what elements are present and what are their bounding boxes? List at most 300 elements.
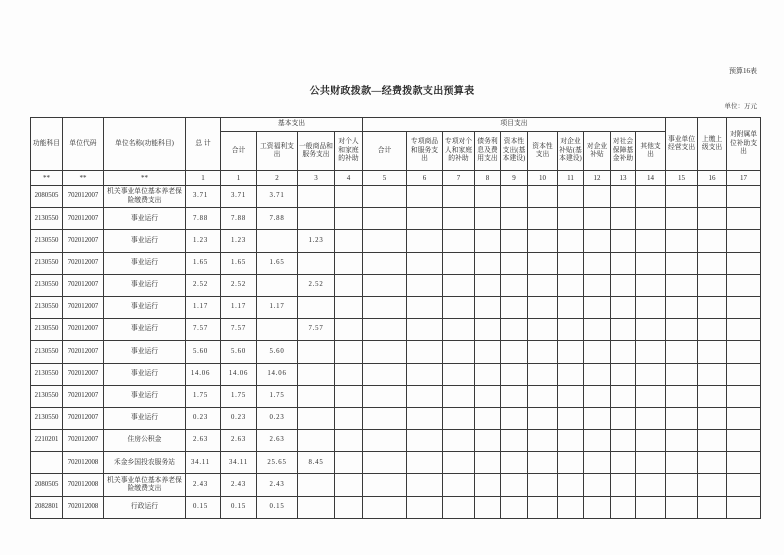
- enterprise-subsidy-cell: [584, 385, 611, 407]
- institution-operating-cell: [666, 474, 698, 496]
- enterprise-subsidy-construction-cell: [558, 407, 584, 429]
- special-goods-services-cell: [407, 474, 443, 496]
- basic-subtotal-cell: 2.43: [221, 474, 257, 496]
- func-subject-cell: 2130550: [31, 208, 63, 230]
- column-code: 17: [727, 171, 761, 186]
- social-security-fund-cell: [611, 296, 636, 318]
- func-subject-cell: 2210201: [31, 430, 63, 452]
- remit-superior-cell: [698, 430, 727, 452]
- column-code: 11: [558, 171, 584, 186]
- func-subject-cell: 2080505: [31, 474, 63, 496]
- salary-welfare-cell: [257, 230, 298, 252]
- enterprise-subsidy-cell: [584, 430, 611, 452]
- column-code: 5: [363, 171, 407, 186]
- social-security-fund-cell: [611, 430, 636, 452]
- remit-superior-cell: [698, 319, 727, 341]
- special-household-subsidy-cell: [443, 208, 475, 230]
- capital-expenditure-cell: [528, 319, 558, 341]
- other-expenditure-cell: [636, 385, 666, 407]
- func-subject-cell: 2130550: [31, 385, 63, 407]
- unit-name-cell: 事业运行: [104, 407, 186, 429]
- goods-services-cell: 2.52: [298, 274, 335, 296]
- basic-subtotal-cell: 1.65: [221, 252, 257, 274]
- unit-code-cell: 702012007: [63, 252, 104, 274]
- special-household-subsidy-cell: [443, 341, 475, 363]
- unit-name-cell: 事业运行: [104, 319, 186, 341]
- special-goods-services-cell: [407, 186, 443, 208]
- total-cell: 5.60: [186, 341, 221, 363]
- header-remit-superior: 上缴上级支出: [698, 118, 727, 171]
- column-code: 16: [698, 171, 727, 186]
- other-expenditure-cell: [636, 341, 666, 363]
- household-subsidy-cell: [335, 407, 363, 429]
- enterprise-subsidy-construction-cell: [558, 496, 584, 518]
- other-expenditure-cell: [636, 363, 666, 385]
- other-expenditure-cell: [636, 319, 666, 341]
- total-cell: 1.65: [186, 252, 221, 274]
- basic-subtotal-cell: 1.17: [221, 296, 257, 318]
- unit-code-cell: 702012007: [63, 208, 104, 230]
- column-code: 8: [475, 171, 501, 186]
- enterprise-subsidy-construction-cell: [558, 452, 584, 474]
- social-security-fund-cell: [611, 186, 636, 208]
- unit-name-cell: 事业运行: [104, 208, 186, 230]
- remit-superior-cell: [698, 363, 727, 385]
- salary-welfare-cell: 25.65: [257, 452, 298, 474]
- salary-welfare-cell: 0.23: [257, 407, 298, 429]
- remit-superior-cell: [698, 474, 727, 496]
- project-subtotal-cell: [363, 430, 407, 452]
- column-code: 6: [407, 171, 443, 186]
- salary-welfare-cell: 7.88: [257, 208, 298, 230]
- total-cell: 3.71: [186, 186, 221, 208]
- column-code: 1: [186, 171, 221, 186]
- basic-subtotal-cell: 0.15: [221, 496, 257, 518]
- project-subtotal-cell: [363, 186, 407, 208]
- capital-expenditure-cell: [528, 474, 558, 496]
- special-goods-services-cell: [407, 452, 443, 474]
- header-row-codes: [31, 171, 761, 186]
- project-subtotal-cell: [363, 385, 407, 407]
- goods-services-cell: [298, 496, 335, 518]
- household-subsidy-cell: [335, 319, 363, 341]
- special-goods-services-cell: [407, 319, 443, 341]
- total-cell: 1.23: [186, 230, 221, 252]
- column-code: 3: [298, 171, 335, 186]
- unit-name-cell: 事业运行: [104, 296, 186, 318]
- goods-services-cell: [298, 186, 335, 208]
- project-subtotal-cell: [363, 274, 407, 296]
- special-goods-services-cell: [407, 252, 443, 274]
- func-subject-cell: 2130550: [31, 319, 63, 341]
- capital-expenditure-cell: [528, 496, 558, 518]
- header-debt-interest: 债务利息及费用支出: [475, 132, 501, 171]
- household-subsidy-cell: [335, 186, 363, 208]
- household-subsidy-cell: [335, 430, 363, 452]
- enterprise-subsidy-construction-cell: [558, 474, 584, 496]
- func-subject-cell: 2080505: [31, 186, 63, 208]
- capital-expenditure-cell: [528, 208, 558, 230]
- header-enterprise-subsidy: 对企业补贴: [584, 132, 611, 171]
- affiliate-subsidy-cell: [727, 363, 761, 385]
- household-subsidy-cell: [335, 363, 363, 385]
- special-household-subsidy-cell: [443, 407, 475, 429]
- enterprise-subsidy-construction-cell: [558, 319, 584, 341]
- social-security-fund-cell: [611, 274, 636, 296]
- capital-expenditure-cell: [528, 186, 558, 208]
- institution-operating-cell: [666, 452, 698, 474]
- header-institution-operating: 事业单位经营支出: [666, 118, 698, 171]
- unit-label: 单位：万元: [724, 103, 757, 110]
- header-social-security-fund: 对社会保障基金补助: [611, 132, 636, 171]
- unit-name-cell: 事业运行: [104, 385, 186, 407]
- capital-construction-cell: [501, 474, 528, 496]
- other-expenditure-cell: [636, 430, 666, 452]
- special-goods-services-cell: [407, 430, 443, 452]
- enterprise-subsidy-cell: [584, 186, 611, 208]
- institution-operating-cell: [666, 363, 698, 385]
- goods-services-cell: 1.23: [298, 230, 335, 252]
- enterprise-subsidy-cell: [584, 363, 611, 385]
- enterprise-subsidy-cell: [584, 474, 611, 496]
- social-security-fund-cell: [611, 385, 636, 407]
- debt-interest-cell: [475, 452, 501, 474]
- header-enterprise-subsidy-construction: 对企业补贴(基本建设): [558, 132, 584, 171]
- other-expenditure-cell: [636, 230, 666, 252]
- table-row: [31, 430, 761, 452]
- debt-interest-cell: [475, 274, 501, 296]
- enterprise-subsidy-construction-cell: [558, 252, 584, 274]
- salary-welfare-cell: 0.15: [257, 496, 298, 518]
- total-cell: 2.52: [186, 274, 221, 296]
- debt-interest-cell: [475, 230, 501, 252]
- social-security-fund-cell: [611, 496, 636, 518]
- func-subject-cell: 2130550: [31, 363, 63, 385]
- header-household-subsidy: 对个人和家庭的补助: [335, 132, 363, 171]
- capital-construction-cell: [501, 452, 528, 474]
- special-goods-services-cell: [407, 230, 443, 252]
- remit-superior-cell: [698, 186, 727, 208]
- other-expenditure-cell: [636, 208, 666, 230]
- column-code: 1: [221, 171, 257, 186]
- capital-expenditure-cell: [528, 274, 558, 296]
- enterprise-subsidy-cell: [584, 296, 611, 318]
- form-code: 预算16表: [729, 67, 757, 75]
- capital-expenditure-cell: [528, 341, 558, 363]
- other-expenditure-cell: [636, 252, 666, 274]
- enterprise-subsidy-cell: [584, 230, 611, 252]
- other-expenditure-cell: [636, 474, 666, 496]
- remit-superior-cell: [698, 407, 727, 429]
- special-goods-services-cell: [407, 385, 443, 407]
- table-row: [31, 452, 761, 474]
- institution-operating-cell: [666, 296, 698, 318]
- column-code: 7: [443, 171, 475, 186]
- column-code: 9: [501, 171, 528, 186]
- project-subtotal-cell: [363, 474, 407, 496]
- household-subsidy-cell: [335, 230, 363, 252]
- capital-construction-cell: [501, 230, 528, 252]
- unit-name-cell: 机关事业单位基本养老保险缴费支出: [104, 186, 186, 208]
- special-household-subsidy-cell: [443, 363, 475, 385]
- debt-interest-cell: [475, 385, 501, 407]
- table-row: [31, 385, 761, 407]
- column-code: 10: [528, 171, 558, 186]
- capital-construction-cell: [501, 186, 528, 208]
- table-header: [31, 118, 761, 186]
- unit-code-cell: 702012007: [63, 296, 104, 318]
- total-cell: 1.75: [186, 385, 221, 407]
- column-code: 13: [611, 171, 636, 186]
- table-row: [31, 296, 761, 318]
- total-cell: 14.06: [186, 363, 221, 385]
- special-household-subsidy-cell: [443, 186, 475, 208]
- total-cell: 2.63: [186, 430, 221, 452]
- basic-subtotal-cell: 14.06: [221, 363, 257, 385]
- unit-code-cell: 702012007: [63, 430, 104, 452]
- header-row-groups: [31, 118, 761, 132]
- unit-code-cell: 702012007: [63, 341, 104, 363]
- institution-operating-cell: [666, 385, 698, 407]
- remit-superior-cell: [698, 496, 727, 518]
- capital-construction-cell: [501, 274, 528, 296]
- institution-operating-cell: [666, 319, 698, 341]
- salary-welfare-cell: 1.65: [257, 252, 298, 274]
- affiliate-subsidy-cell: [727, 474, 761, 496]
- affiliate-subsidy-cell: [727, 496, 761, 518]
- affiliate-subsidy-cell: [727, 430, 761, 452]
- capital-expenditure-cell: [528, 452, 558, 474]
- unit-name-cell: 机关事业单位基本养老保险缴费支出: [104, 474, 186, 496]
- institution-operating-cell: [666, 274, 698, 296]
- enterprise-subsidy-construction-cell: [558, 385, 584, 407]
- social-security-fund-cell: [611, 319, 636, 341]
- debt-interest-cell: [475, 363, 501, 385]
- unit-code-cell: 702012007: [63, 319, 104, 341]
- enterprise-subsidy-construction-cell: [558, 430, 584, 452]
- debt-interest-cell: [475, 341, 501, 363]
- unit-name-cell: 禾金乡国投农服务站: [104, 452, 186, 474]
- basic-subtotal-cell: 3.71: [221, 186, 257, 208]
- basic-subtotal-cell: 2.63: [221, 430, 257, 452]
- salary-welfare-cell: 3.71: [257, 186, 298, 208]
- unit-code-cell: 702012008: [63, 452, 104, 474]
- debt-interest-cell: [475, 252, 501, 274]
- capital-construction-cell: [501, 407, 528, 429]
- household-subsidy-cell: [335, 385, 363, 407]
- special-household-subsidy-cell: [443, 252, 475, 274]
- column-code: **: [63, 171, 104, 186]
- social-security-fund-cell: [611, 452, 636, 474]
- debt-interest-cell: [475, 407, 501, 429]
- debt-interest-cell: [475, 430, 501, 452]
- total-cell: 7.88: [186, 208, 221, 230]
- table-row: [31, 252, 761, 274]
- unit-name-cell: 事业运行: [104, 341, 186, 363]
- household-subsidy-cell: [335, 496, 363, 518]
- table-row: [31, 407, 761, 429]
- unit-name-cell: 行政运行: [104, 496, 186, 518]
- header-goods-services: 一般商品和服务支出: [298, 132, 335, 171]
- basic-subtotal-cell: 2.52: [221, 274, 257, 296]
- special-goods-services-cell: [407, 208, 443, 230]
- special-household-subsidy-cell: [443, 385, 475, 407]
- unit-code-cell: 702012008: [63, 474, 104, 496]
- special-goods-services-cell: [407, 274, 443, 296]
- capital-construction-cell: [501, 341, 528, 363]
- enterprise-subsidy-construction-cell: [558, 186, 584, 208]
- institution-operating-cell: [666, 341, 698, 363]
- affiliate-subsidy-cell: [727, 452, 761, 474]
- project-subtotal-cell: [363, 341, 407, 363]
- special-household-subsidy-cell: [443, 230, 475, 252]
- header-project-subtotal: 合计: [363, 132, 407, 171]
- remit-superior-cell: [698, 208, 727, 230]
- unit-name-cell: 事业运行: [104, 252, 186, 274]
- table-row: [31, 496, 761, 518]
- goods-services-cell: [298, 474, 335, 496]
- header-special-goods-services: 专项商品和服务支出: [407, 132, 443, 171]
- other-expenditure-cell: [636, 407, 666, 429]
- capital-construction-cell: [501, 296, 528, 318]
- remit-superior-cell: [698, 230, 727, 252]
- enterprise-subsidy-cell: [584, 452, 611, 474]
- basic-subtotal-cell: 1.23: [221, 230, 257, 252]
- institution-operating-cell: [666, 430, 698, 452]
- remit-superior-cell: [698, 385, 727, 407]
- affiliate-subsidy-cell: [727, 186, 761, 208]
- goods-services-cell: 7.57: [298, 319, 335, 341]
- capital-construction-cell: [501, 430, 528, 452]
- header-unit-name: 单位名称(功能科目): [104, 118, 186, 171]
- goods-services-cell: 8.45: [298, 452, 335, 474]
- enterprise-subsidy-construction-cell: [558, 230, 584, 252]
- other-expenditure-cell: [636, 452, 666, 474]
- affiliate-subsidy-cell: [727, 208, 761, 230]
- unit-code-cell: 702012007: [63, 230, 104, 252]
- basic-subtotal-cell: 0.23: [221, 407, 257, 429]
- enterprise-subsidy-cell: [584, 252, 611, 274]
- func-subject-cell: [31, 452, 63, 474]
- enterprise-subsidy-cell: [584, 274, 611, 296]
- household-subsidy-cell: [335, 274, 363, 296]
- goods-services-cell: [298, 430, 335, 452]
- unit-code-cell: 702012007: [63, 385, 104, 407]
- remit-superior-cell: [698, 274, 727, 296]
- goods-services-cell: [298, 341, 335, 363]
- special-goods-services-cell: [407, 363, 443, 385]
- capital-expenditure-cell: [528, 430, 558, 452]
- column-code: 2: [257, 171, 298, 186]
- goods-services-cell: [298, 407, 335, 429]
- func-subject-cell: 2130550: [31, 230, 63, 252]
- table-row: [31, 474, 761, 496]
- household-subsidy-cell: [335, 341, 363, 363]
- column-code: **: [104, 171, 186, 186]
- debt-interest-cell: [475, 208, 501, 230]
- unit-code-cell: 702012007: [63, 274, 104, 296]
- column-code: **: [31, 171, 63, 186]
- affiliate-subsidy-cell: [727, 407, 761, 429]
- salary-welfare-cell: 2.63: [257, 430, 298, 452]
- table-row: [31, 186, 761, 208]
- capital-expenditure-cell: [528, 296, 558, 318]
- column-code: 12: [584, 171, 611, 186]
- social-security-fund-cell: [611, 407, 636, 429]
- basic-subtotal-cell: 7.57: [221, 319, 257, 341]
- special-goods-services-cell: [407, 341, 443, 363]
- debt-interest-cell: [475, 186, 501, 208]
- social-security-fund-cell: [611, 363, 636, 385]
- enterprise-subsidy-construction-cell: [558, 296, 584, 318]
- project-subtotal-cell: [363, 208, 407, 230]
- header-affiliate-subsidy: 对附属单位补助支出: [727, 118, 761, 171]
- capital-expenditure-cell: [528, 230, 558, 252]
- special-household-subsidy-cell: [443, 296, 475, 318]
- header-basic-subtotal: 合计: [221, 132, 257, 171]
- capital-construction-cell: [501, 252, 528, 274]
- basic-subtotal-cell: 7.88: [221, 208, 257, 230]
- special-household-subsidy-cell: [443, 452, 475, 474]
- special-household-subsidy-cell: [443, 274, 475, 296]
- header-total: 总 计: [186, 118, 221, 171]
- table-row: [31, 230, 761, 252]
- affiliate-subsidy-cell: [727, 252, 761, 274]
- special-goods-services-cell: [407, 296, 443, 318]
- unit-code-cell: 702012007: [63, 407, 104, 429]
- capital-construction-cell: [501, 319, 528, 341]
- affiliate-subsidy-cell: [727, 274, 761, 296]
- capital-construction-cell: [501, 208, 528, 230]
- header-other-expenditure: 其他支出: [636, 132, 666, 171]
- budget-table: [30, 117, 761, 519]
- unit-name-cell: 事业运行: [104, 274, 186, 296]
- goods-services-cell: [298, 296, 335, 318]
- total-cell: 7.57: [186, 319, 221, 341]
- social-security-fund-cell: [611, 230, 636, 252]
- table-row: [31, 208, 761, 230]
- goods-services-cell: [298, 363, 335, 385]
- total-cell: 0.15: [186, 496, 221, 518]
- project-subtotal-cell: [363, 452, 407, 474]
- func-subject-cell: 2130550: [31, 407, 63, 429]
- capital-expenditure-cell: [528, 407, 558, 429]
- table-row: [31, 341, 761, 363]
- project-subtotal-cell: [363, 296, 407, 318]
- institution-operating-cell: [666, 186, 698, 208]
- func-subject-cell: 2130550: [31, 274, 63, 296]
- unit-code-cell: 702012008: [63, 496, 104, 518]
- unit-code-cell: 702012007: [63, 186, 104, 208]
- institution-operating-cell: [666, 407, 698, 429]
- debt-interest-cell: [475, 319, 501, 341]
- header-salary-welfare: 工资福利支出: [257, 132, 298, 171]
- column-code: 15: [666, 171, 698, 186]
- table-row: [31, 319, 761, 341]
- enterprise-subsidy-cell: [584, 208, 611, 230]
- household-subsidy-cell: [335, 208, 363, 230]
- basic-subtotal-cell: 34.11: [221, 452, 257, 474]
- capital-expenditure-cell: [528, 252, 558, 274]
- unit-code-cell: 702012007: [63, 363, 104, 385]
- capital-construction-cell: [501, 363, 528, 385]
- special-household-subsidy-cell: [443, 319, 475, 341]
- project-subtotal-cell: [363, 407, 407, 429]
- header-group-project: 项目支出: [363, 118, 666, 132]
- header-capital-construction: 资本性支出(基本建设): [501, 132, 528, 171]
- project-subtotal-cell: [363, 319, 407, 341]
- salary-welfare-cell: [257, 319, 298, 341]
